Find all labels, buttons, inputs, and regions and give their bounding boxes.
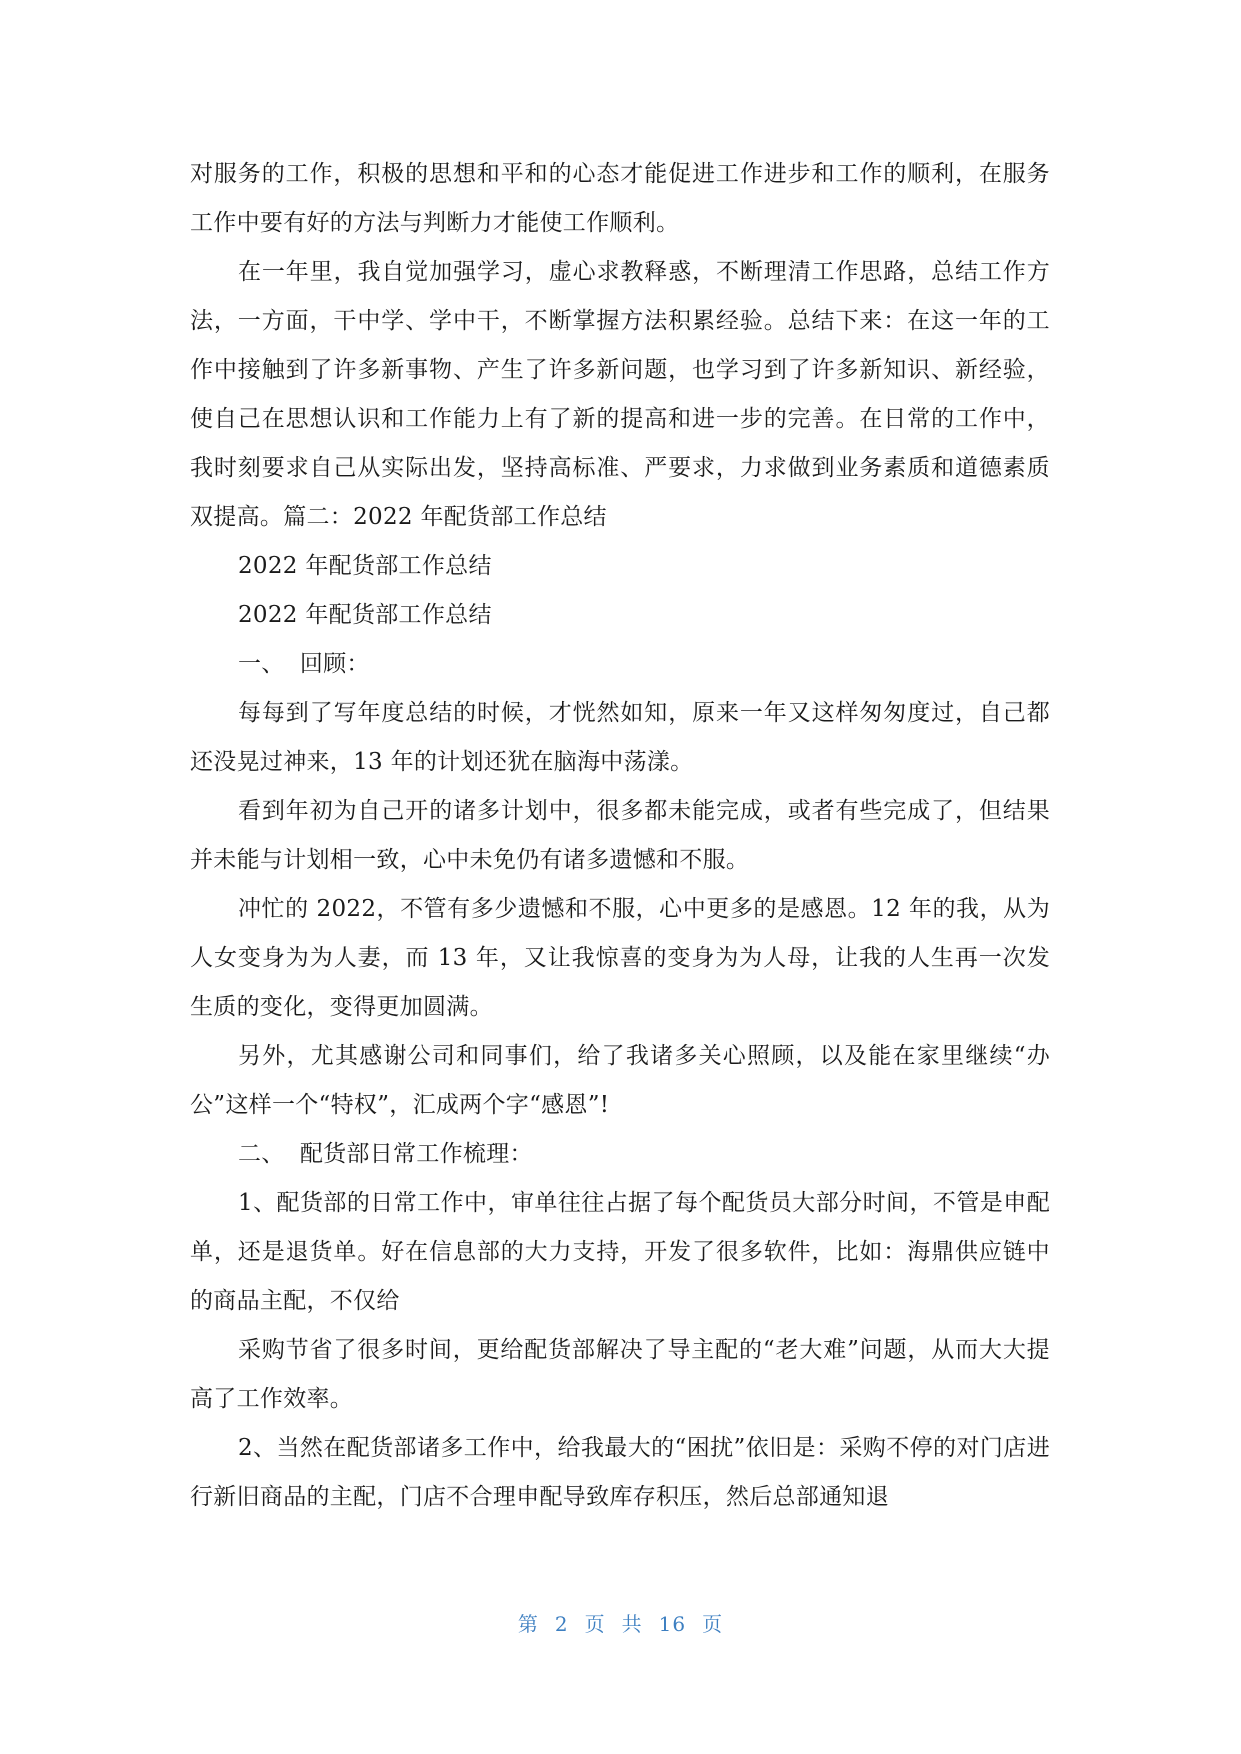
paragraph-0: 对服务的工作，积极的思想和平和的心态才能促进工作进步和工作的顺利，在服务工作中要有好的方法与判断力才能使工作顺利。: [190, 161, 1050, 236]
page-footer: [0, 1608, 1241, 1637]
paragraph-6: 看到年初为自己开的诸多计划中，很多都未能完成，或者有些完成了，但结果并未能与计划相一致，心中未免仍有诸多遗憾和不服。: [190, 798, 1050, 873]
footer-page-number: 2: [554, 1612, 569, 1636]
paragraph-12: 2、当然在配货部诸多工作中，给我最大的“困扰”依旧是：采购不停的对门店进行新旧商品的主配，门店不合理申配导致库存积压，然后总部通知退: [190, 1435, 1050, 1510]
paragraph-10: 1、配货部的日常工作中，审单往往占据了每个配货员大部分时间，不管是申配单，还是退货单。好在信息部的大力支持，开发了很多软件，比如：海鼎供应链中的商品主配，不仅给: [190, 1190, 1050, 1314]
footer-total-pages: 16: [658, 1612, 687, 1636]
footer-page-word: 页: [584, 1612, 606, 1636]
paragraph-11: 采购节省了很多时间，更给配货部解决了导主配的“老大难”问题，从而大大提高了工作效率。: [190, 1337, 1050, 1412]
section-heading-daily-work: 二、 配货部日常工作梳理：: [238, 1141, 533, 1167]
footer-suffix: 页: [702, 1612, 724, 1636]
footer-total-word: 共: [621, 1612, 643, 1636]
paragraph-1: 在一年里，我自觉加强学习，虚心求教释惑，不断理清工作思路，总结工作方法，一方面，干中学、学中干，不断掌握方法积累经验。总结下来：在这一年的工作中接触到了许多新事物、产生了许多新问题，也学习到了许多新知识、新经验，使自己在思想认识和工作能力上有了新的提高和进一步的完善。在日常的工作中，我时刻要求自己从实际出发，坚持高标准、严要求，力求做到业务素质和道德素质双提高。篇二：2022 年配货部工作总结: [190, 259, 1050, 530]
paragraph-3-heading: 2022 年配货部工作总结: [238, 602, 492, 628]
footer-prefix: 第: [517, 1612, 539, 1636]
paragraph-8: 另外，尤其感谢公司和同事们，给了我诸多关心照顾，以及能在家里继续“办公”这样一个“特权”，汇成两个字“感恩”!: [190, 1043, 1050, 1118]
section-heading-review: 一、 回顾：: [238, 651, 370, 677]
paragraph-7: 冲忙的 2022，不管有多少遗憾和不服，心中更多的是感恩。12 年的我，从为人女变身为为人妻，而 13 年，又让我惊喜的变身为为人母，让我的人生再一次发生质的变化，变得更加圆满。: [190, 896, 1050, 1020]
paragraph-2-heading: 2022 年配货部工作总结: [238, 553, 492, 579]
document-body: [190, 150, 1050, 1522]
paragraph-5: 每每到了写年度总结的时候，才恍然如知，原来一年又这样匆匆度过，自己都还没晃过神来，13 年的计划还犹在脑海中荡漾。: [190, 700, 1050, 775]
